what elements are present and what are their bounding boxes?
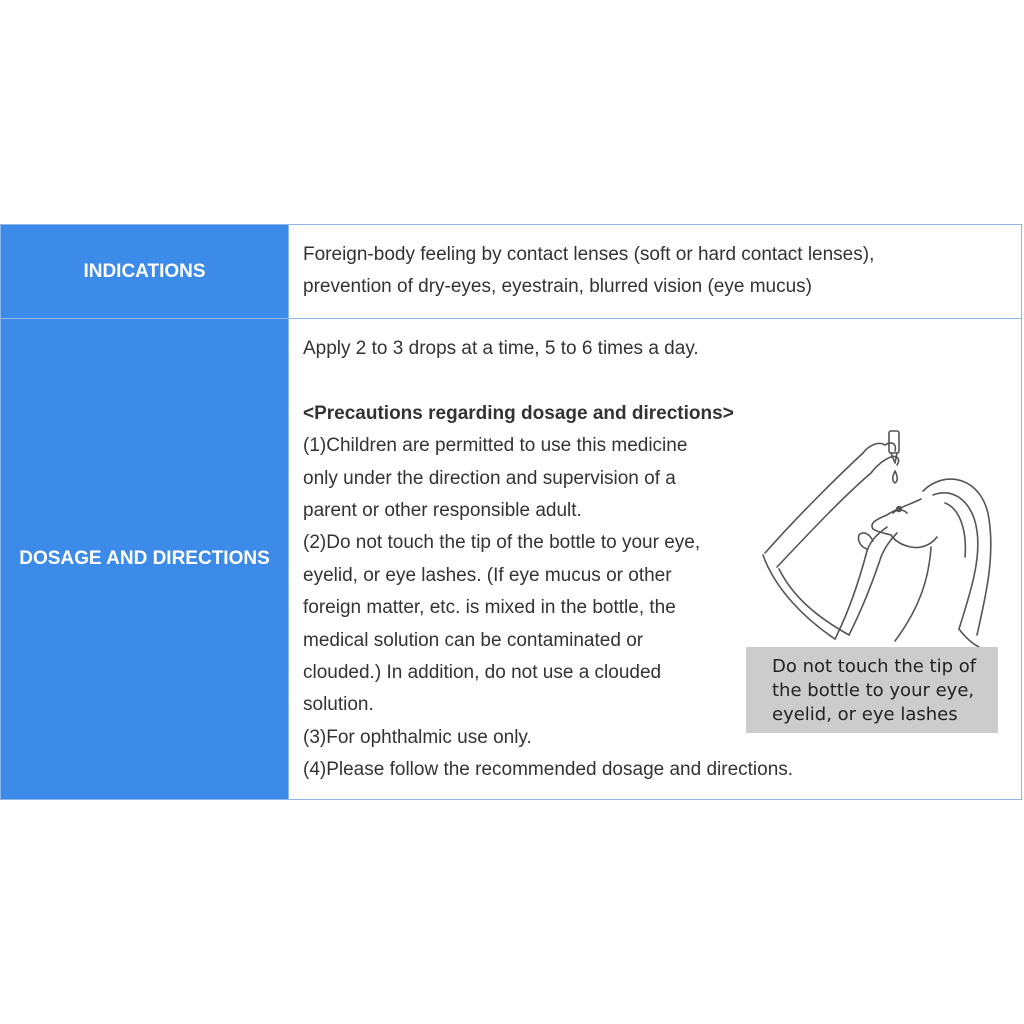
- indications-line: Foreign-body feeling by contact lenses (soft or hard contact lenses),: [303, 244, 875, 265]
- precaution-line: (3)For ophthalmic use only.: [303, 726, 532, 748]
- eye-drop-illustration: [745, 429, 999, 737]
- dosage-label: DOSAGE AND DIRECTIONS: [1, 319, 289, 799]
- product-info-table: [0, 224, 1022, 800]
- precaution-line: parent or other responsible adult.: [303, 500, 582, 522]
- indications-content: [289, 225, 1021, 318]
- caption-line: Do not touch the tip of: [772, 656, 977, 677]
- spacer: [303, 365, 1021, 397]
- caption-line: the bottle to your eye,: [772, 680, 975, 701]
- caption-line: eyelid, or eye lashes: [772, 704, 958, 725]
- precaution-line: only under the direction and supervision of a: [303, 467, 676, 489]
- precaution-line: solution.: [303, 694, 374, 716]
- dosage-content: [289, 319, 1021, 799]
- precaution-line: eyelid, or eye lashes. (If eye mucus or other: [303, 564, 672, 586]
- indications-line: prevention of dry-eyes, eyestrain, blurred vision (eye mucus): [303, 276, 813, 298]
- eye-drop-person-icon: [745, 429, 999, 649]
- indications-row: [1, 225, 1021, 318]
- precautions-heading: <Precautions regarding dosage and directions>: [303, 402, 734, 424]
- eye-drop-caption: [746, 647, 998, 733]
- precaution-line: clouded.) In addition, do not use a clouded: [303, 662, 662, 684]
- precaution-line: (1)Children are permitted to use this medicine: [303, 435, 688, 457]
- dosage-row: [1, 318, 1021, 799]
- precaution-line: medical solution can be contaminated or: [303, 629, 644, 651]
- precaution-line: (4)Please follow the recommended dosage and directions.: [303, 759, 794, 781]
- dosage-intro: Apply 2 to 3 drops at a time, 5 to 6 times a day.: [303, 338, 699, 359]
- precaution-line: foreign matter, etc. is mixed in the bottle, the: [303, 597, 676, 619]
- indications-label: INDICATIONS: [1, 225, 289, 318]
- precaution-line: (2)Do not touch the tip of the bottle to your eye,: [303, 532, 701, 554]
